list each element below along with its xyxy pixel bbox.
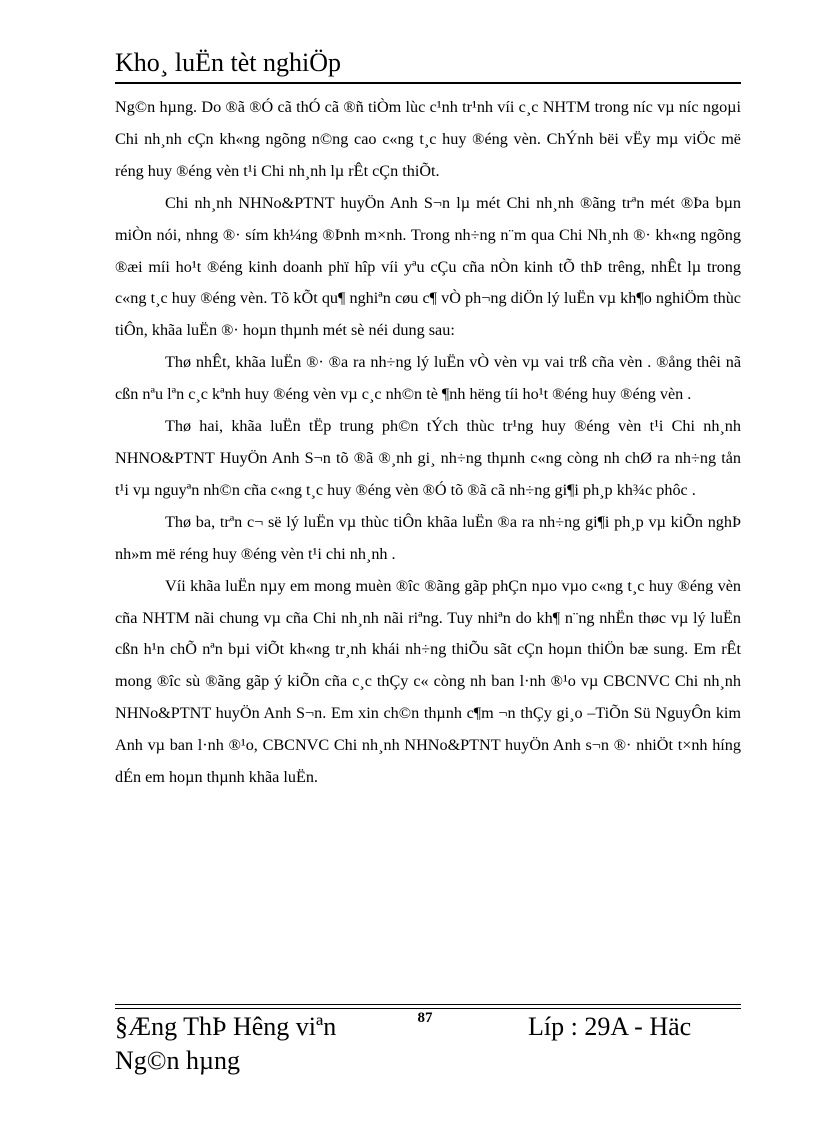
paragraph: Thø nhÊt, khãa luËn ®· ®a ra nh÷ng lý luËn vÒ vèn vµ vai trß cña vèn . ®ång thêi nã cßn nªu lªn c¸c kªnh huy ®éng vèn vµ c¸c nh©n tè ¶nh hëng tíi ho¹t ®éng huy ®éng vèn . <box>115 353 741 404</box>
body-text <box>115 92 741 794</box>
page-number: 87 <box>417 1010 433 1026</box>
footer-divider-bottom <box>115 1008 741 1009</box>
footer-class: Líp : 29A - Häc <box>528 1012 692 1041</box>
paragraph: Thø ba, trªn c¬ së lý luËn vµ thùc tiÔn khãa luËn ®a ra nh÷ng gi¶i ph¸p vµ kiÕn nghÞ nh»m më réng huy ®éng vèn t¹i chi nh¸nh . <box>115 512 741 563</box>
paragraph: Thø hai, khãa luËn tËp trung ph©n tÝch thùc tr¹ng huy ®éng vèn t¹i Chi nh¸nh NHNO&PTNT HuyÖn Anh S¬n tõ ®ã ®¸nh gi¸ nh÷ng thµnh c«ng còng nh chØ ra nh÷ng tån t¹i vµ nguyªn nh©n cña c«ng t¸c huy ®éng vèn ®Ó tõ ®ã cã nh÷ng gi¶i ph¸p kh¾c phôc . <box>115 417 741 499</box>
paragraph: Víi khãa luËn nµy em mong muèn ®îc ®ãng gãp phÇn nµo vµo c«ng t¸c huy ®éng vèn cña NHTM nãi chung vµ cña Chi nh¸nh nãi riªng. Tuy nhiªn do kh¶ n¨ng nhËn thøc vµ lý luËn cßn h¹n chÕ nªn bµi viÕt kh«ng tr¸nh khái nh÷ng thiÕu sãt cÇn hoµn thiÖn bæ sung. Em rÊt mong ®îc sù ®ãng gãp ý kiÕn cña c¸c thÇy c« còng nh ban l·nh ®¹o vµ CBCNVC Chi nh¸nh NHNo&PTNT huyÖn Anh S¬n. Em xin ch©n thµnh c¶m ¬n thÇy gi¸o –TiÕn Sü NguyÔn kim Anh vµ ban l·nh ®¹o, CBCNVC Chi nh¸nh NHNo&PTNT huyÖn Anh s¬n ®· nhiÖt t×nh híng dÉn em hoµn thµnh khãa luËn. <box>115 576 741 787</box>
footer-divider-top <box>115 1004 741 1005</box>
header-divider <box>115 82 741 84</box>
paragraph: Ng©n hµng. Do ®ã ®Ó cã thÓ cã ®ñ tiÒm lùc c¹nh tr¹nh víi c¸c NHTM trong níc vµ níc ngoµi Chi nh¸nh cÇn kh«ng ngõng n©ng cao c«ng t¸c huy ®éng vèn. ChÝnh bëi vËy mµ viÖc më réng huy ®éng vèn t¹i Chi nh¸nh lµ rÊt cÇn thiÕt. <box>115 98 741 180</box>
footer-author: §Æng ThÞ Hêng viªn Ng©n hµng <box>115 1012 337 1075</box>
page-header-title: Kho¸ luËn tèt nghiÖp <box>115 48 342 77</box>
paragraph: Chi nh¸nh NHNo&PTNT huyÖn Anh S¬n lµ mét Chi nh¸nh ®ãng trªn mét ®Þa bµn miÒn nói, nhng ®· sím kh¼ng ®Þnh m×nh. Trong nh÷ng n¨m qua Chi Nh¸nh ®· kh«ng ngõng ®æi míi ho¹t ®éng kinh doanh phï hîp víi yªu cÇu cña nÒn kinh tÕ thÞ trêng, nhÊt lµ trong c«ng t¸c huy ®éng vèn. Tõ kÕt qu¶ nghiªn cøu c¶ vÒ ph¬ng diÖn lý luËn vµ kh¶o nghiÖm thùc tiÔn, khãa luËn ®· hoµn thµnh mét sè néi dung sau: <box>115 193 741 340</box>
